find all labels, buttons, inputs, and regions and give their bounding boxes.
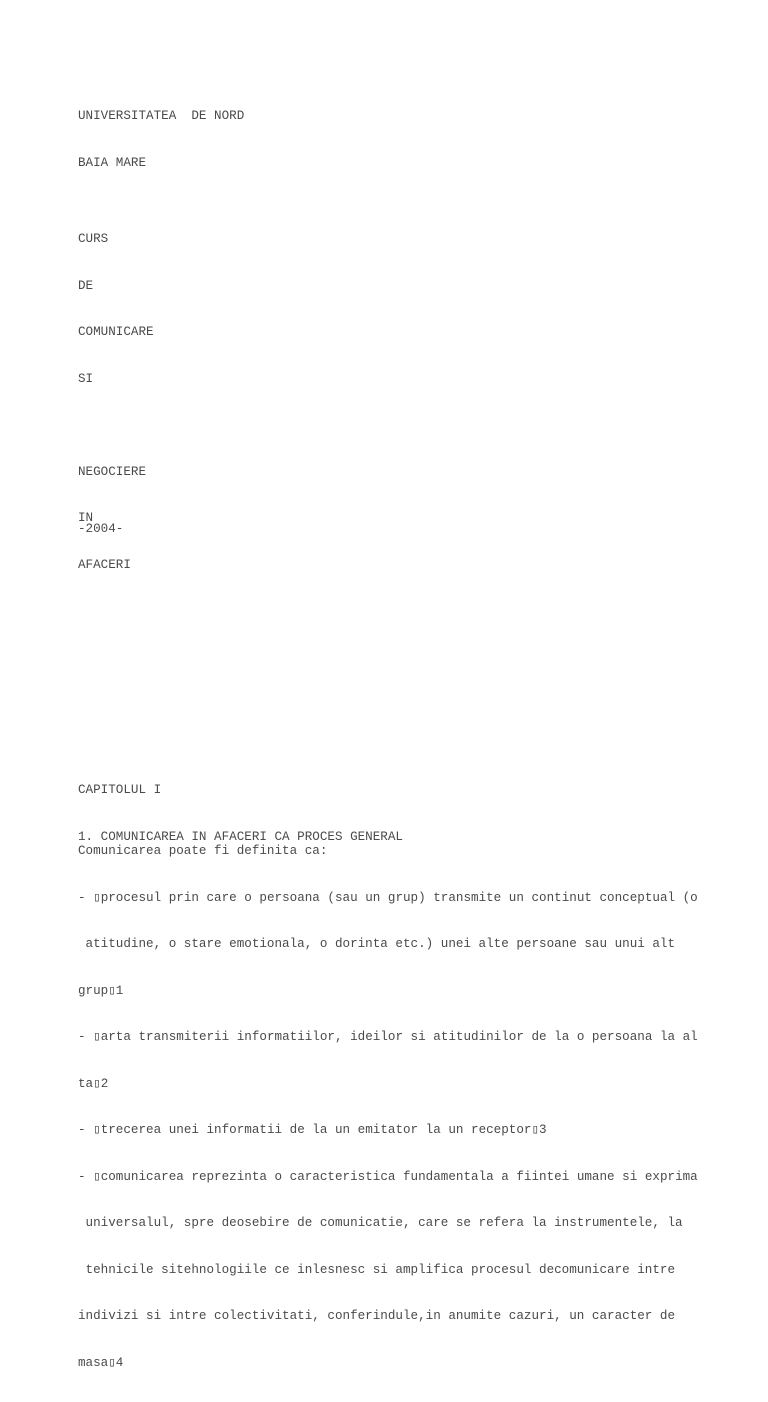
body-line: masa▯4 bbox=[78, 1355, 124, 1370]
title-blank-line bbox=[78, 418, 154, 434]
title-line: CURS bbox=[78, 232, 109, 246]
chapter-label: CAPITOLUL I bbox=[78, 783, 162, 797]
body-line: universalul, spre deosebire de comunicatie, care se refera la instrumentele, la bbox=[78, 1216, 683, 1230]
body-line: - ▯arta transmiterii informatiilor, ideilor si atitudinilor de la o persoana la al bbox=[78, 1030, 698, 1044]
body-line: tehnicile sitehnologiile ce inlesnesc si amplifica procesul decomunicare intre bbox=[78, 1262, 676, 1277]
title-line: AFACERI bbox=[78, 557, 131, 572]
body-text bbox=[78, 813, 698, 1402]
course-title bbox=[78, 201, 154, 604]
body-line: ta▯2 bbox=[78, 1076, 109, 1091]
title-line: IN bbox=[78, 511, 94, 525]
university-header bbox=[78, 78, 244, 202]
body-line: - ▯comunicarea reprezinta o caracteristica fundamentala a fiintei umane si exprima bbox=[78, 1169, 698, 1184]
title-line: SI bbox=[78, 371, 94, 386]
body-line: atitudine, o stare emotionala, o dorinta etc.) unei alte persoane sau unui alt bbox=[78, 937, 676, 951]
university-city: BAIA MARE bbox=[78, 155, 147, 170]
title-line: DE bbox=[78, 278, 94, 293]
title-line: NEGOCIERE bbox=[78, 464, 147, 479]
body-line: - ▯procesul prin care o persoana (sau un grup) transmite un continut conceptual (o bbox=[78, 890, 698, 905]
title-line: COMUNICARE bbox=[78, 325, 154, 339]
year-label: -2004- bbox=[78, 522, 124, 536]
university-name: UNIVERSITATEA DE NORD bbox=[78, 109, 245, 123]
body-line: - ▯trecerea unei informatii de la un emitator la un receptor▯3 bbox=[78, 1123, 547, 1137]
body-line: grup▯1 bbox=[78, 983, 124, 998]
body-intro: Comunicarea poate fi definita ca: bbox=[78, 844, 328, 858]
chapter-title: 1. COMUNICAREA IN AFACERI CA PROCES GENERAL bbox=[78, 829, 403, 844]
body-line: indivizi si intre colectivitati, conferindule,in anumite cazuri, un caracter de bbox=[78, 1309, 676, 1323]
